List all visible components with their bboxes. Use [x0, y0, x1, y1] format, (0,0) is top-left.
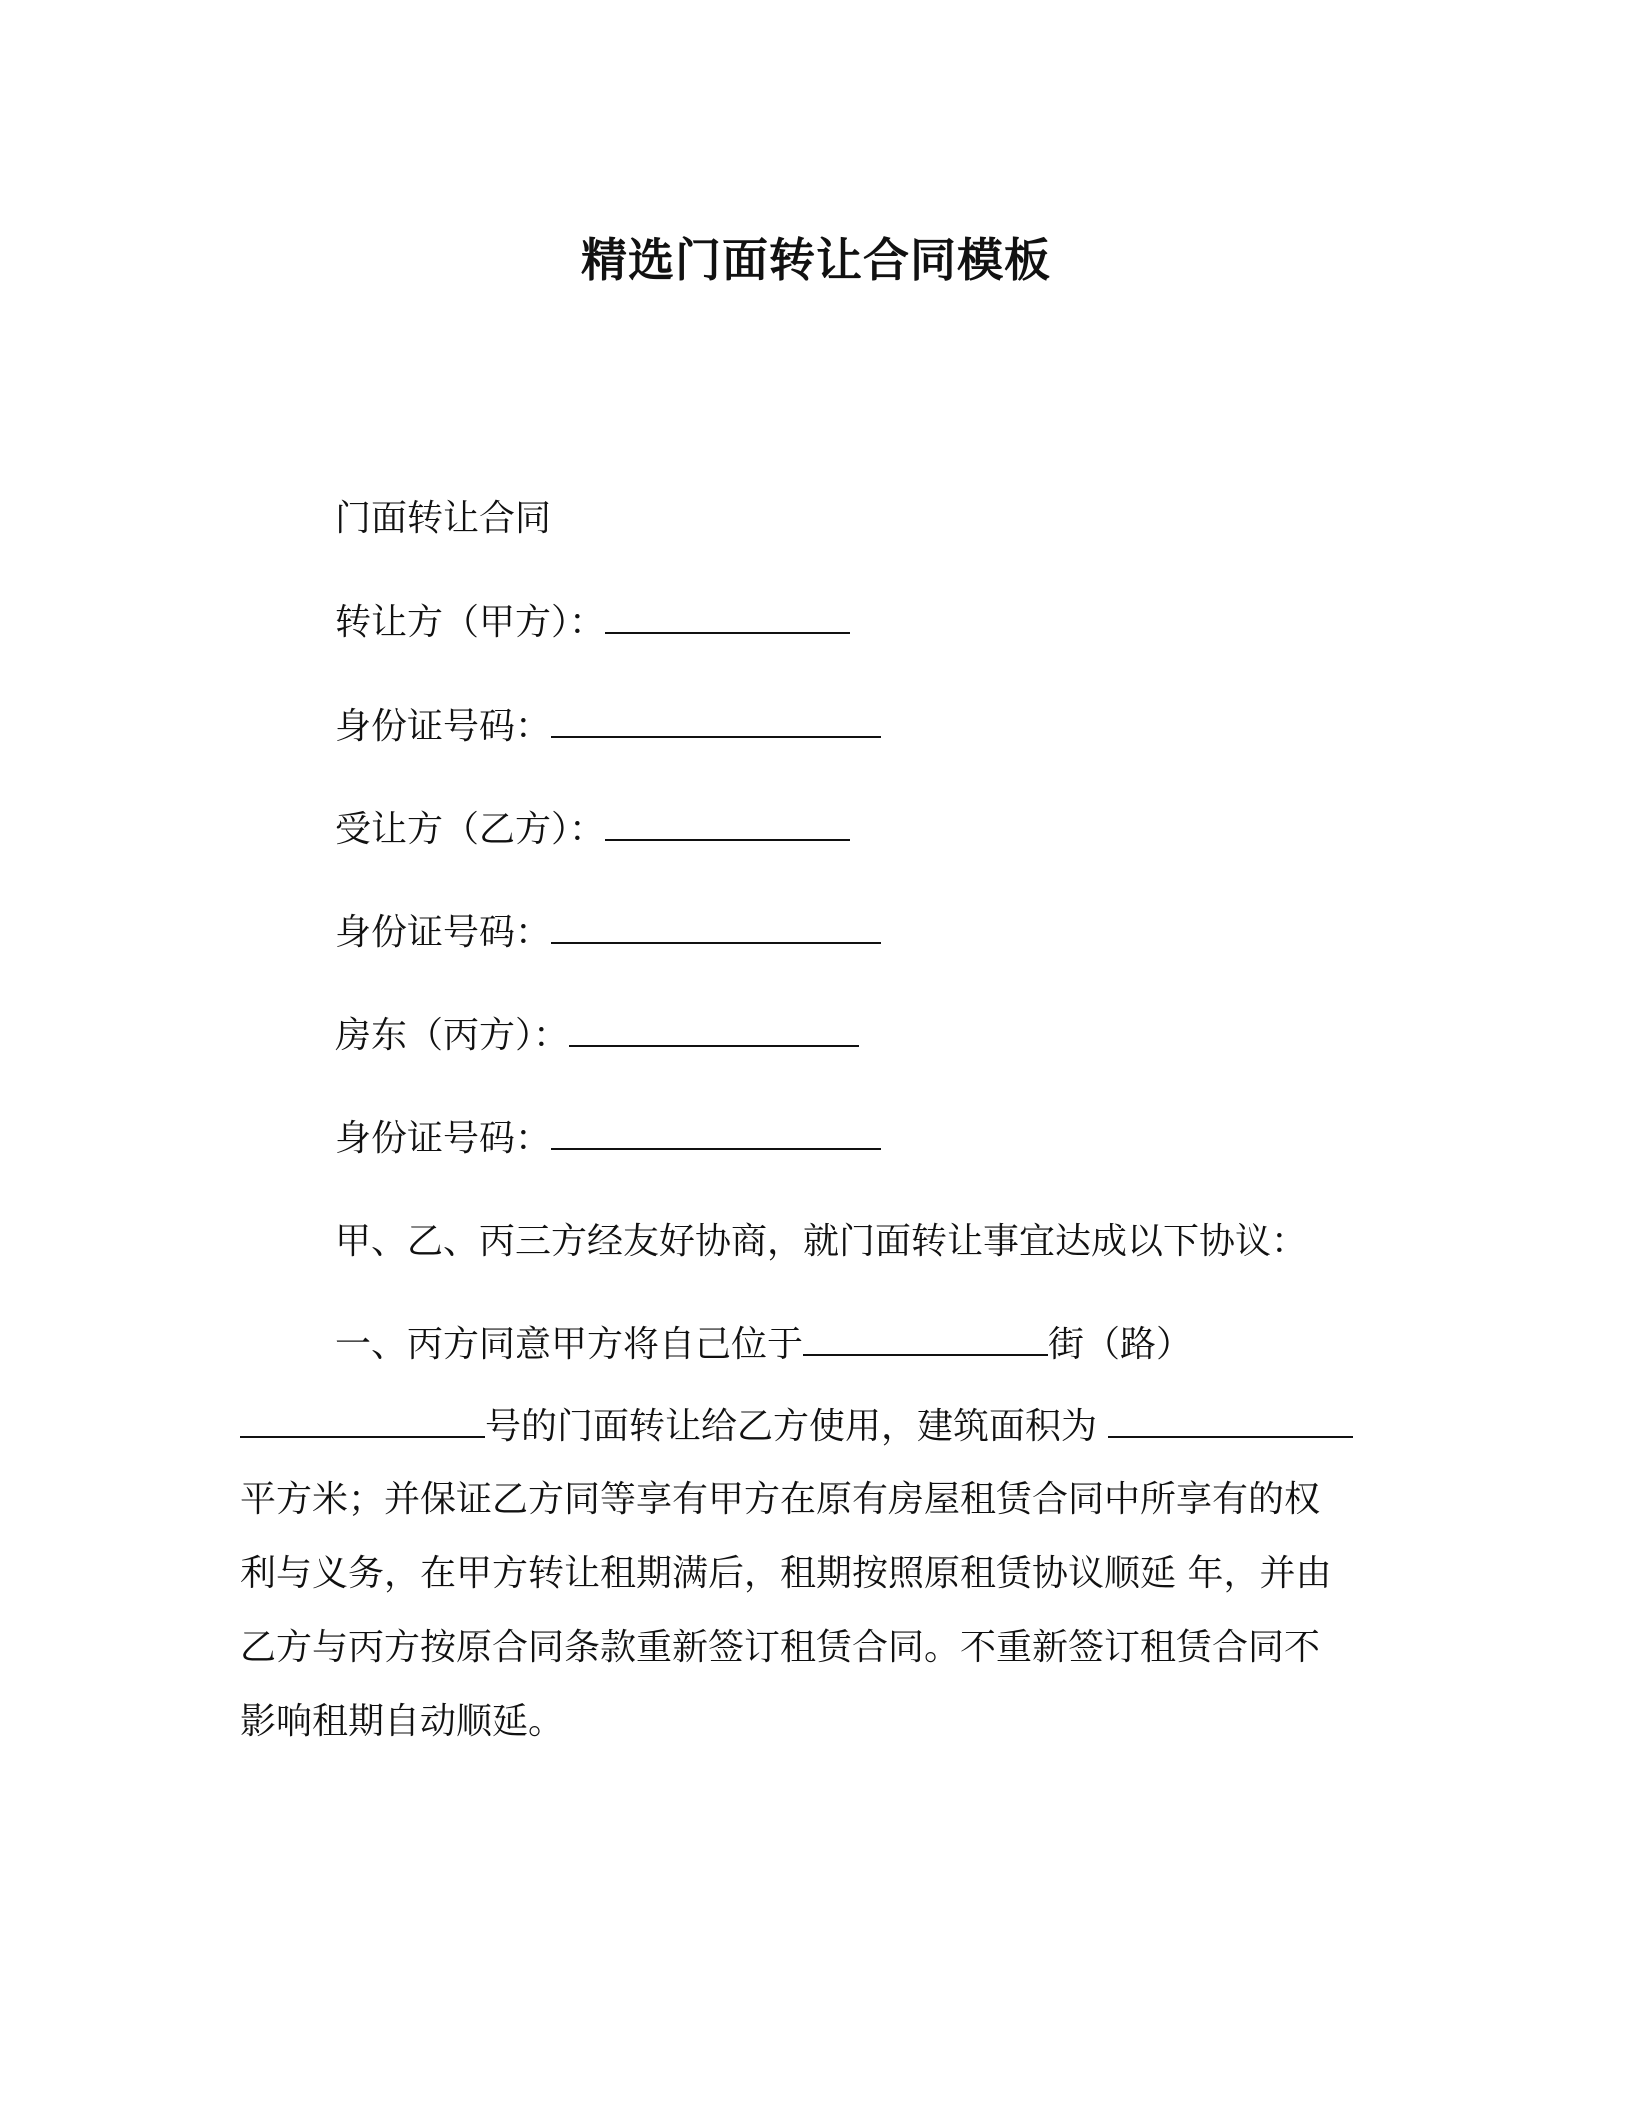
transferor-id-label: 身份证号码：	[335, 706, 552, 747]
clause-1-line-4: 利与义务，在甲方转让租期满后，租期按照原租赁协议顺延 年，并由	[240, 1553, 1332, 1594]
landlord-id-label: 身份证号码：	[335, 1118, 552, 1159]
house-number-blank	[240, 1402, 485, 1438]
document-title: 精选门面转让合同模板	[581, 233, 1051, 287]
clause-1-area-text: 号的门面转让给乙方使用，建筑面积为	[485, 1406, 1109, 1447]
transferor-blank	[605, 598, 850, 634]
transferor-field	[335, 598, 850, 647]
street-blank	[803, 1320, 1048, 1356]
transferor-id-field	[335, 702, 881, 751]
transferee-id-label: 身份证号码：	[335, 912, 552, 953]
agreement-intro: 甲、乙、丙三方经友好协商，就门面转让事宜达成以下协议：	[335, 1221, 1308, 1262]
transferee-blank	[605, 805, 850, 841]
clause-1-street-suffix: 街（路）	[1048, 1324, 1193, 1365]
clause-1-line-2	[240, 1402, 1353, 1451]
transferee-field	[335, 805, 850, 854]
contract-subtitle: 门面转让合同	[335, 498, 552, 539]
transferor-label: 转让方（甲方）：	[335, 602, 606, 643]
area-blank	[1108, 1402, 1353, 1438]
landlord-blank	[569, 1011, 859, 1047]
landlord-id-blank	[551, 1114, 881, 1150]
clause-1-line-5: 乙方与丙方按原合同条款重新签订租赁合同。不重新签订租赁合同不	[240, 1627, 1321, 1668]
transferor-id-blank	[551, 702, 881, 738]
transferee-label: 受让方（乙方）：	[335, 809, 606, 850]
transferee-id-field	[335, 908, 881, 957]
clause-1-line-6: 影响租期自动顺延。	[240, 1701, 565, 1742]
clause-1-line-1	[335, 1320, 1192, 1369]
clause-1-line-3: 平方米；并保证乙方同等享有甲方在原有房屋租赁合同中所享有的权	[240, 1479, 1321, 1520]
landlord-field	[335, 1011, 859, 1060]
transferee-id-blank	[551, 908, 881, 944]
clause-1-prefix: 一、丙方同意甲方将自己位于	[335, 1324, 804, 1365]
landlord-label: 房东（丙方）：	[335, 1015, 570, 1056]
landlord-id-field	[335, 1114, 881, 1163]
